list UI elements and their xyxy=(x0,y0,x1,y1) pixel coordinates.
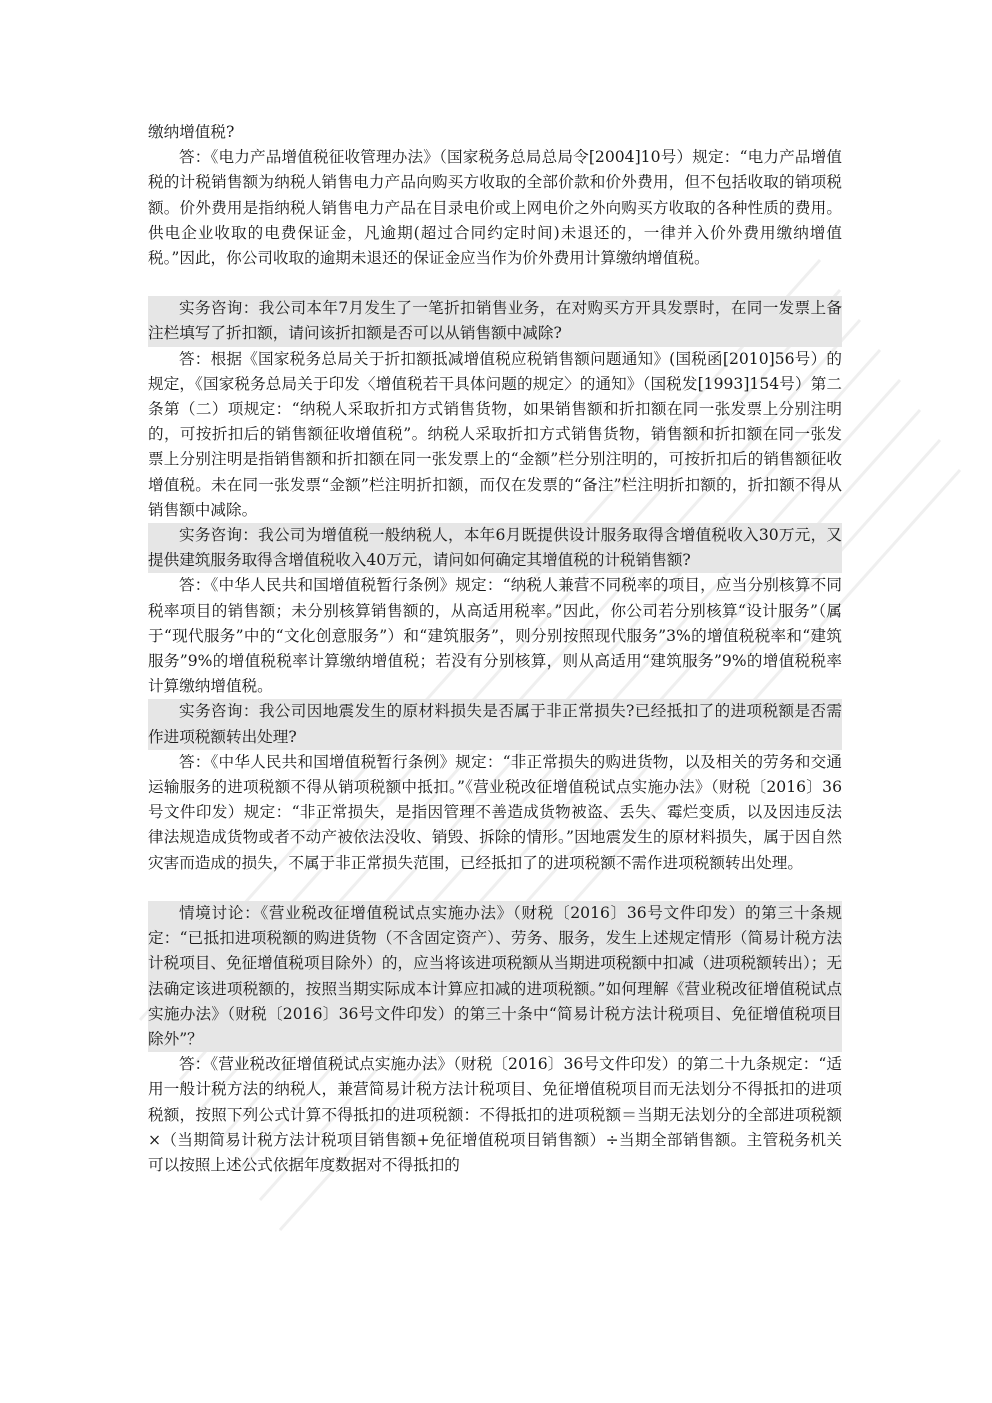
spacer xyxy=(148,876,842,901)
question-paragraph-1: 实务咨询：我公司本年7月发生了一笔折扣销售业务，在对购买方开具发票时，在同一发票上备注栏填写了折扣额，请问该折扣额是否可以从销售额中减除? xyxy=(148,296,842,346)
discussion-paragraph: 情境讨论：《营业税改征增值税试点实施办法》（财税〔2016〕36号文件印发）的第三十条规定：“已抵扣进项税额的购进货物（不含固定资产）、劳务、服务，发生上述规定情形（简易计税方法计税项目、免征增值税项目除外）的，应当将该进项税额从当期进项税额中扣减（进项税额转出）；无法确定该进项税额的，按照当期实际成本计算应扣减的进项税额。”如何理解《营业税改征增值税试点实施办法》（财税〔2016〕36号文件印发）的第三十条中“简易计税方法计税项目、免征增值税项目除外”？ xyxy=(148,901,842,1052)
answer-paragraph-4: 答：《中华人民共和国增值税暂行条例》规定：“非正常损失的购进货物，以及相关的劳务和交通运输服务的进项税额不得从销项税额中抵扣。”《营业税改征增值税试点实施办法》（财税〔2016〕36号文件印发）规定：“非正常损失，是指因管理不善造成货物被盗、丢失、霉烂变质，以及因违反法律法规造成货物或者不动产被依法没收、销毁、拆除的情形。”因地震发生的原材料损失，属于因自然灾害而造成的损失，不属于非正常损失范围，已经抵扣了的进项税额不需作进项税额转出处理。 xyxy=(148,752,842,872)
question-paragraph-3: 实务咨询：我公司因地震发生的原材料损失是否属于非正常损失?已经抵扣了的进项税额是否需作进项税额转出处理? xyxy=(148,699,842,749)
paragraph-continuation: 缴纳增值税? xyxy=(148,123,235,141)
document-page xyxy=(148,120,842,1178)
spacer xyxy=(148,271,842,296)
answer-paragraph-2: 答：根据《国家税务总局关于折扣额抵减增值税应税销售额问题通知》(国税函[2010]56号）的规定，《国家税务总局关于印发〈增值税若干具体问题的规定〉的通知》（国税发[1993]154号）第二条第（二）项规定：“纳税人采取折扣方式销售货物，如果销售额和折扣额在同一张发票上分别注明的，可按折扣后的销售额征收增值税”。纳税人采取折扣方式销售货物，销售额和折扣额在同一张发票上分别注明是指销售额和折扣额在同一张发票上的“金额”栏分别注明的，可按折扣后的销售额征收增值税。未在同一张发票“金额”栏注明折扣额，而仅在发票的“备注”栏注明折扣额的，折扣额不得从销售额中减除。 xyxy=(148,349,842,519)
answer-paragraph-3: 答：《中华人民共和国增值税暂行条例》规定：“纳税人兼营不同税率的项目，应当分别核算不同税率项目的销售额；未分别核算销售额的，从高适用税率。”因此，你公司若分别核算“设计服务”（属于“现代服务”中的“文化创意服务”）和“建筑服务”，则分别按照现代服务”3%的增值税税率和“建筑服务”9%的增值税税率计算缴纳增值税；若没有分别核算，则从高适用“建筑服务”9%的增值税税率计算缴纳增值税。 xyxy=(148,576,842,696)
question-paragraph-2: 实务咨询：我公司为增值税一般纳税人，本年6月既提供设计服务取得含增值税收入30万元，又提供建筑服务取得含增值税收入40万元，请问如何确定其增值税的计税销售额? xyxy=(148,523,842,573)
answer-paragraph-1: 答：《电力产品增值税征收管理办法》（国家税务总局总局令[2004]10号）规定：“电力产品增值税的计税销售额为纳税人销售电力产品向购买方收取的全部价款和价外费用，但不包括收取的销项税额。价外费用是指纳税人销售电力产品在目录电价或上网电价之外向购买方收取的各种性质的费用。供电企业收取的电费保证金，凡逾期(超过合同约定时间)未退还的，一律并入价外费用缴纳增值税。”因此，你公司收取的逾期未退还的保证金应当作为价外费用计算缴纳增值税。 xyxy=(148,148,842,268)
answer-paragraph-5: 答：《营业税改征增值税试点实施办法》（财税〔2016〕36号文件印发）的第二十九条规定：“适用一般计税方法的纳税人，兼营简易计税方法计税项目、免征增值税项目而无法划分不得抵扣的进项税额，按照下列公式计算不得抵扣的进项税额：不得抵扣的进项税额＝当期无法划分的全部进项税额×（当期简易计税方法计税项目销售额+免征增值税项目销售额）÷当期全部销售额。主管税务机关可以按照上述公式依据年度数据对不得抵扣的 xyxy=(148,1055,842,1174)
